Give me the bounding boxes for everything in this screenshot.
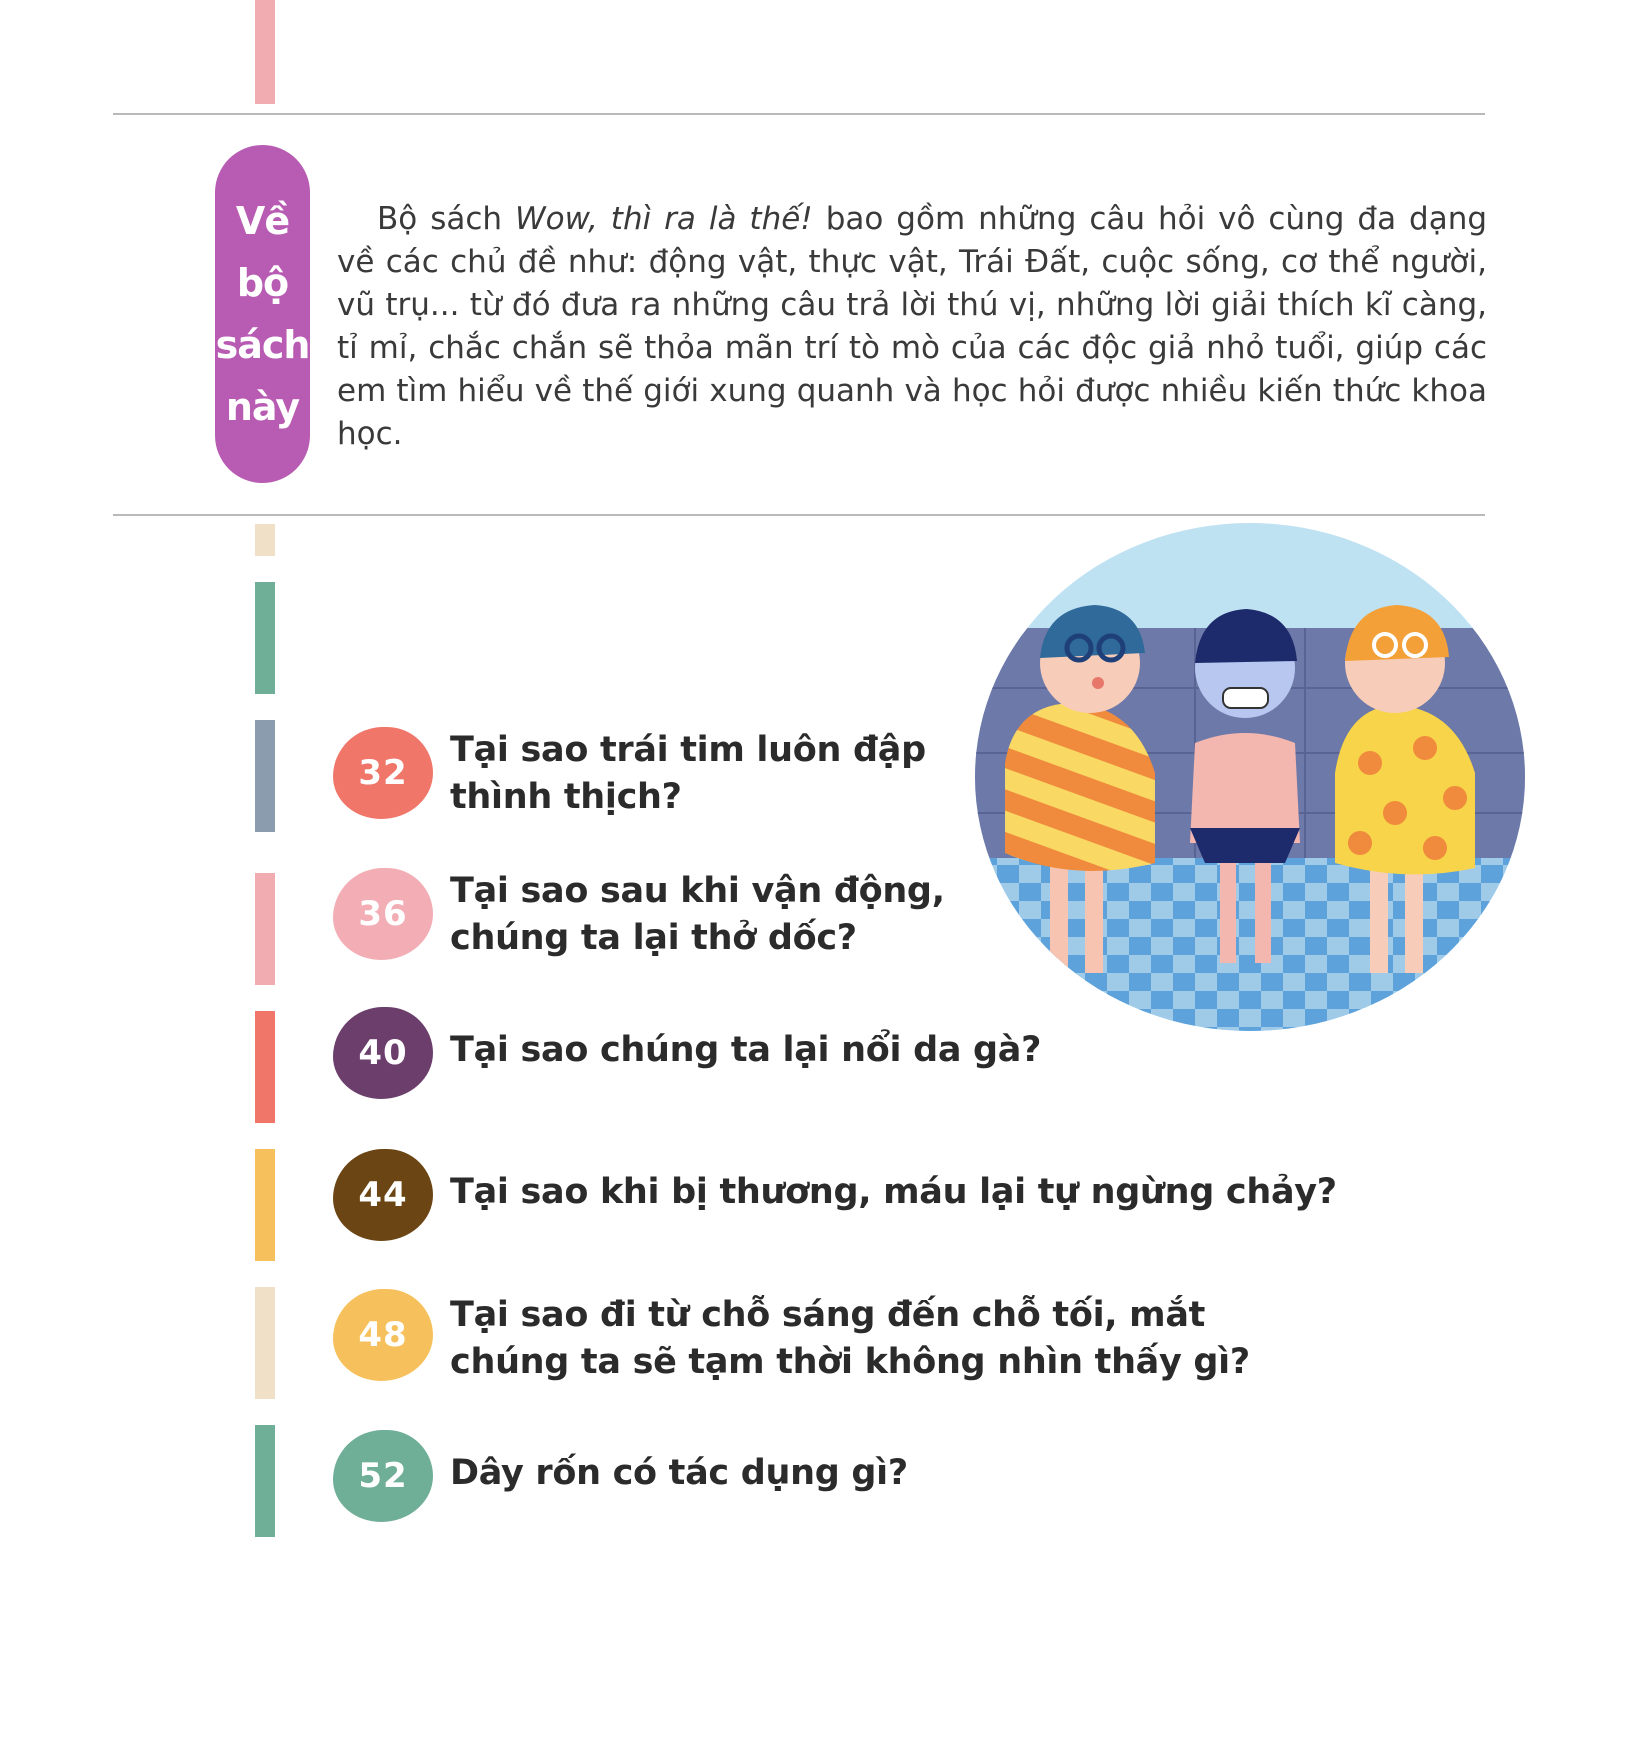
page-number: 36 xyxy=(358,894,408,934)
toc-item-title[interactable]: Tại sao chúng ta lại nổi da gà? xyxy=(450,1030,1042,1070)
color-bar-yellow xyxy=(255,1149,275,1261)
page-number: 44 xyxy=(358,1175,408,1215)
bottom-divider xyxy=(113,514,1485,516)
color-bar-cream xyxy=(255,1287,275,1399)
about-series-badge xyxy=(215,145,310,483)
top-divider xyxy=(113,113,1485,115)
intro-text-before: Bộ sách xyxy=(377,201,515,237)
intro-text-after: bao gồm những câu hỏi vô cùng đa dạng về các chủ đề như: động vật, thực vật, Trái Đất, cuộc sống, cơ thể người, vũ trụ... từ đó đưa ra những câu trả lời thú vị, những lời giải thích kĩ càng, tỉ mỉ, chắc chắn sẽ thỏa mãn trí tò mò của các độc giả nhỏ tuổi, giúp các em tìm hiểu về thế giới xung quanh và học hỏi được nhiều kiến thức khoa học. xyxy=(337,201,1488,452)
page-number: 52 xyxy=(358,1456,408,1496)
page-number-badge xyxy=(333,868,433,960)
page-number: 48 xyxy=(358,1315,408,1355)
color-bar-green xyxy=(255,582,275,694)
about-series-label: Về bộ sách này xyxy=(215,199,310,429)
toc-item-title[interactable]: Dây rốn có tác dụng gì? xyxy=(450,1453,908,1493)
page-number-badge xyxy=(333,1007,433,1099)
toc-item-title[interactable]: Tại sao đi từ chỗ sáng đến chỗ tối, mắt chúng ta sẽ tạm thời không nhìn thấy gì? xyxy=(450,1295,1250,1382)
page-number-badge xyxy=(333,1430,433,1522)
toc-item-title[interactable]: Tại sao khi bị thương, máu lại tự ngừng chảy? xyxy=(450,1172,1337,1212)
intro-paragraph xyxy=(337,198,1487,456)
color-bar-pink xyxy=(255,873,275,985)
page-number-badge xyxy=(333,727,433,819)
page-number: 40 xyxy=(358,1033,408,1073)
page-number: 32 xyxy=(358,753,408,793)
color-bar-cream-small xyxy=(255,524,275,556)
color-bar-green-bottom xyxy=(255,1425,275,1537)
toc-item-title[interactable]: Tại sao trái tim luôn đập thình thịch? xyxy=(450,730,926,817)
swimming-kids-illustration xyxy=(975,523,1525,1031)
toc-item-title[interactable]: Tại sao sau khi vận động, chúng ta lại thở dốc? xyxy=(450,871,945,958)
color-bar-top xyxy=(255,0,275,104)
book-title: Wow, thì ra là thế! xyxy=(515,201,813,237)
page-number-badge xyxy=(333,1149,433,1241)
page-number-badge xyxy=(333,1289,433,1381)
color-bar-coral xyxy=(255,1011,275,1123)
color-bar-slate xyxy=(255,720,275,832)
